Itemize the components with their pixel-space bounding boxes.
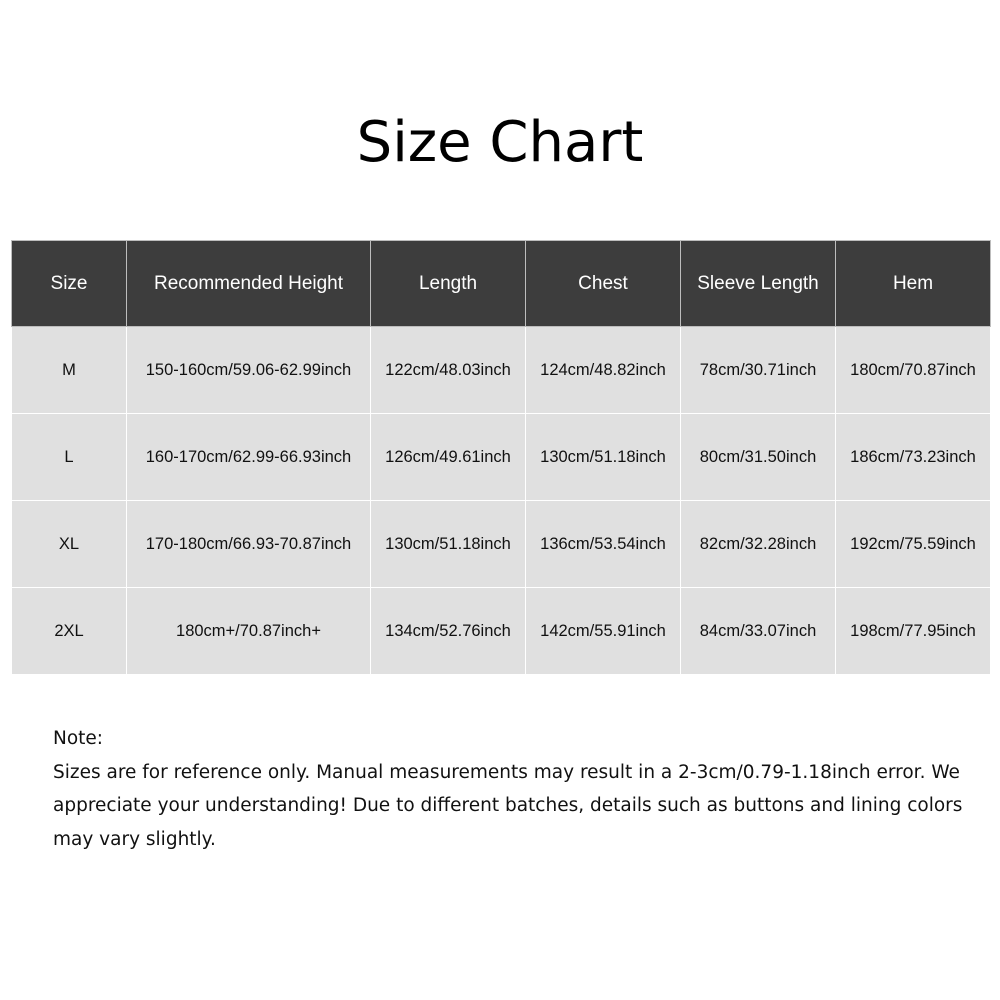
cell-chest: 136cm/53.54inch (526, 501, 681, 588)
cell-recommended-height: 160-170cm/62.99-66.93inch (127, 414, 371, 501)
cell-hem: 192cm/75.59inch (836, 501, 991, 588)
cell-length: 126cm/49.61inch (371, 414, 526, 501)
header-chest: Chest (526, 241, 681, 327)
cell-chest: 130cm/51.18inch (526, 414, 681, 501)
cell-recommended-height: 170-180cm/66.93-70.87inch (127, 501, 371, 588)
cell-size: 2XL (12, 588, 127, 675)
header-length: Length (371, 241, 526, 327)
cell-sleeve-length: 80cm/31.50inch (681, 414, 836, 501)
cell-hem: 186cm/73.23inch (836, 414, 991, 501)
cell-length: 122cm/48.03inch (371, 327, 526, 414)
header-recommended-height: Recommended Height (127, 241, 371, 327)
cell-length: 134cm/52.76inch (371, 588, 526, 675)
cell-recommended-height: 150-160cm/59.06-62.99inch (127, 327, 371, 414)
cell-hem: 198cm/77.95inch (836, 588, 991, 675)
cell-recommended-height: 180cm+/70.87inch+ (127, 588, 371, 675)
cell-chest: 124cm/48.82inch (526, 327, 681, 414)
table-row (12, 414, 991, 501)
cell-length: 130cm/51.18inch (371, 501, 526, 588)
cell-size: XL (12, 501, 127, 588)
cell-hem: 180cm/70.87inch (836, 327, 991, 414)
header-size: Size (12, 241, 127, 327)
table-row (12, 327, 991, 414)
page-title: Size Chart (356, 110, 644, 175)
note-section (53, 722, 963, 856)
cell-sleeve-length: 84cm/33.07inch (681, 588, 836, 675)
cell-size: M (12, 327, 127, 414)
note-body: Sizes are for reference only. Manual measurements may result in a 2-3cm/0.79-1.18inch error. We appreciate your understanding! Due to different batches, details such as buttons and lining colors may vary slightly. (53, 761, 963, 850)
cell-size: L (12, 414, 127, 501)
cell-chest: 142cm/55.91inch (526, 588, 681, 675)
header-sleeve-length: Sleeve Length (681, 241, 836, 327)
table-header-row (12, 241, 991, 327)
cell-sleeve-length: 78cm/30.71inch (681, 327, 836, 414)
note-heading: Note: (53, 728, 104, 749)
table-row (12, 501, 991, 588)
cell-sleeve-length: 82cm/32.28inch (681, 501, 836, 588)
size-chart-table (11, 240, 991, 675)
header-hem: Hem (836, 241, 991, 327)
table-row (12, 588, 991, 675)
